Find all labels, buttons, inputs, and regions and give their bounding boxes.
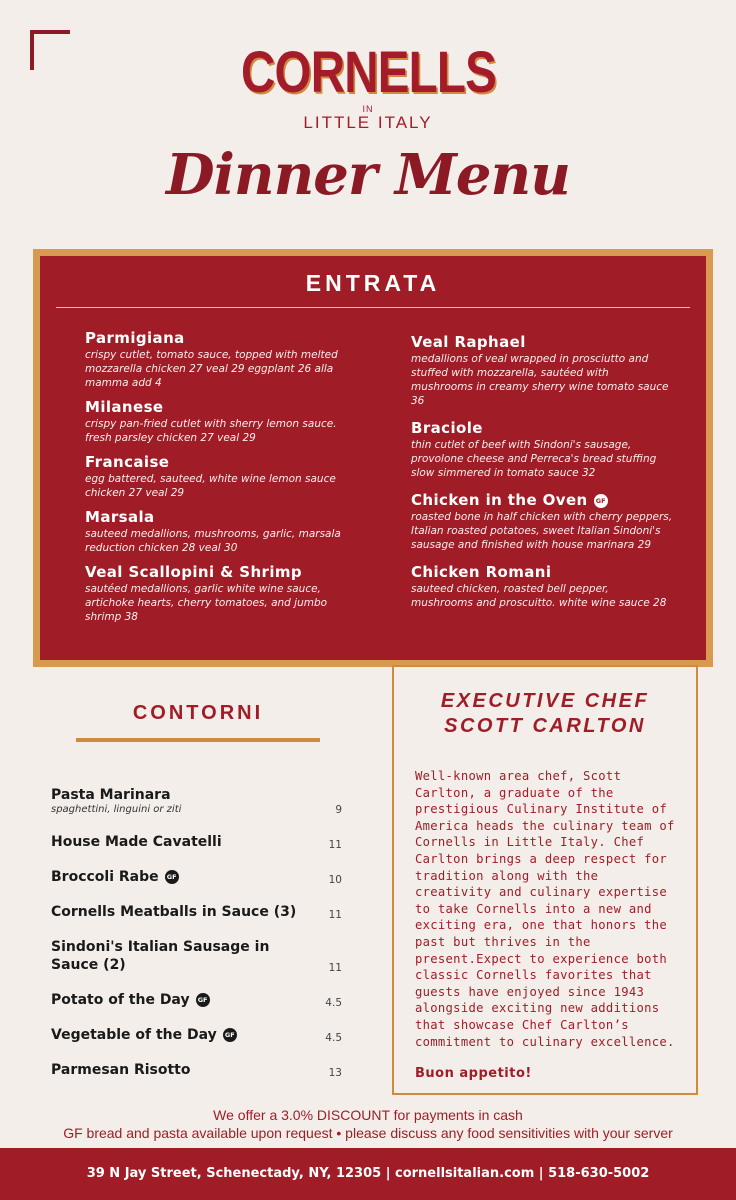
side-name-text: Sindoni's Italian Sausage in Sauce (2) <box>51 939 270 973</box>
contorni-list <box>51 786 342 1096</box>
side-price: 13 <box>328 1067 342 1079</box>
dish-name <box>411 332 673 352</box>
dish-name-text: Veal Raphael <box>411 333 526 351</box>
entrata-dish <box>411 418 673 480</box>
logo-in-text: IN <box>362 104 374 114</box>
dish-name-text: Chicken in the Oven <box>411 491 588 509</box>
side-price: 11 <box>328 909 342 921</box>
dish-name-text: Braciole <box>411 419 483 437</box>
dish-description: egg battered, sauteed, white wine lemon sauce chicken 27 veal 29 <box>85 473 336 499</box>
page-title: Dinner Menu <box>166 142 570 208</box>
entrata-section <box>33 249 713 667</box>
dish-description: sauteed chicken, roasted bell pepper, mushrooms and proscuitto. white wine sauce 28 <box>411 583 667 609</box>
menu-notes <box>0 1106 736 1142</box>
dish-name-text: Parmigiana <box>85 329 185 347</box>
side-price: 10 <box>328 874 342 886</box>
logo-wordmark: CORNELLS <box>240 40 496 105</box>
entrata-dish <box>85 397 360 445</box>
contorni-heading: CONTORNI <box>132 702 264 724</box>
side-name <box>51 833 313 851</box>
entrata-dish <box>85 507 360 555</box>
side-name-text: Cornells Meatballs in Sauce (3) <box>51 904 297 920</box>
dish-description: crispy cutlet, tomato sauce, topped with melted mozzarella chicken 27 veal 29 eggplant 26 alla mamma add 4 <box>85 349 338 389</box>
dish-name-text: Francaise <box>85 453 170 471</box>
side-name <box>51 903 313 921</box>
contorni-item <box>51 991 342 1009</box>
footer-contact: 39 N Jay Street, Schenectady, NY, 12305 | cornellsitalian.com | 518-630-5002 <box>0 1148 736 1200</box>
entrata-dish <box>85 562 360 624</box>
entrata-dish <box>411 490 673 552</box>
gf-note: GF bread and pasta available upon request • please discuss any food sensitivities with your server <box>63 1125 673 1141</box>
logo-subtitle: LITTLE ITALY <box>303 113 433 132</box>
gluten-free-icon: GF <box>594 494 608 508</box>
entrata-left-column <box>85 328 360 631</box>
side-description: spaghettini, linguini or ziti <box>51 804 182 815</box>
gluten-free-icon: GF <box>223 1028 237 1042</box>
contorni-item <box>51 868 342 886</box>
entrata-dish <box>411 562 673 610</box>
dish-description: medallions of veal wrapped in prosciutto and stuffed with mozzarella, sautéed with mushrooms in creamy sherry wine tomato sauce 36 <box>411 353 669 407</box>
side-name-text: Vegetable of the Day <box>51 1027 217 1043</box>
chef-title-line2: SCOTT CARLTON <box>444 715 646 737</box>
side-name <box>51 1026 313 1044</box>
side-name <box>51 868 313 886</box>
side-price: 11 <box>328 839 342 851</box>
dish-name <box>411 490 673 510</box>
dish-description: thin cutlet of beef with Sindoni's sausage, provolone cheese and Perreca's bread stuffing slow simmered in tomato sauce 32 <box>411 439 657 479</box>
side-price: 9 <box>335 804 342 816</box>
dish-description: sauteed medallions, mushrooms, garlic, marsala reduction chicken 28 veal 30 <box>85 528 341 554</box>
dish-name-text: Milanese <box>85 398 164 416</box>
chef-signoff: Buon appetito! <box>415 1066 532 1082</box>
dish-name-text: Chicken Romani <box>411 563 552 581</box>
side-name <box>51 991 313 1009</box>
dish-name <box>85 562 360 582</box>
side-name <box>51 786 313 804</box>
dish-name <box>85 397 360 417</box>
contorni-item <box>51 938 342 974</box>
dish-description: sautéed medallions, garlic white wine sauce, artichoke hearts, cherry tomatoes, and jumbo shrimp 38 <box>85 583 328 623</box>
contorni-item <box>51 903 342 921</box>
cash-discount-note: We offer a 3.0% DISCOUNT for payments in cash <box>213 1107 523 1123</box>
side-name-text: Parmesan Risotto <box>51 1062 191 1078</box>
gluten-free-icon: GF <box>196 993 210 1007</box>
chef-title <box>394 689 696 739</box>
dish-name <box>411 418 673 438</box>
contorni-item <box>51 1026 342 1044</box>
gluten-free-icon: GF <box>165 870 179 884</box>
dish-name <box>85 452 360 472</box>
entrata-dish <box>85 328 360 390</box>
side-name <box>51 938 313 974</box>
dish-description: crispy pan-fried cutlet with sherry lemon sauce. fresh parsley chicken 27 veal 29 <box>85 418 337 444</box>
executive-chef-panel <box>392 665 698 1095</box>
chef-title-line1: EXECUTIVE CHEF <box>440 690 650 712</box>
entrata-heading: ENTRATA <box>305 270 441 296</box>
dish-description: roasted bone in half chicken with cherry peppers, Italian roasted potatoes, sweet Italian Sindoni's sausage and finished with house marinara 29 <box>411 511 673 551</box>
side-price: 11 <box>328 962 342 974</box>
contorni-item <box>51 786 342 816</box>
entrata-dish <box>411 332 673 408</box>
dish-name <box>411 562 673 582</box>
entrata-right-column <box>411 332 673 620</box>
cornells-logo <box>0 40 736 133</box>
contorni-divider <box>76 738 320 742</box>
contorni-item <box>51 1061 342 1079</box>
dish-name <box>85 328 360 348</box>
entrata-dish <box>85 452 360 500</box>
chef-bio: Well-known area chef, Scott Carlton, a graduate of the prestigious Culinary Institute of America heads the culinary team of Cornells in Little Italy. Chef Carlton brings a deep respect for tradition along with the creativity and culinary expertise to take Cornells into a new and exciting era, one that honors the past but thrives in the present.Expect to experience both classic Cornells favorites that guests have enjoyed since 1943 alongside exciting new additions that showcase Chef Carlton’s commitment to culinary excellence. <box>415 769 675 1049</box>
side-name-text: Potato of the Day <box>51 992 190 1008</box>
side-name <box>51 1061 313 1079</box>
dish-name-text: Marsala <box>85 508 155 526</box>
side-price: 4.5 <box>325 997 342 1009</box>
side-name-text: Pasta Marinara <box>51 787 171 803</box>
entrata-divider <box>56 307 690 308</box>
side-name-text: House Made Cavatelli <box>51 834 222 850</box>
dish-name <box>85 507 360 527</box>
side-name-text: Broccoli Rabe <box>51 869 159 885</box>
dish-name-text: Veal Scallopini & Shrimp <box>85 563 303 581</box>
side-price: 4.5 <box>325 1032 342 1044</box>
contorni-item <box>51 833 342 851</box>
